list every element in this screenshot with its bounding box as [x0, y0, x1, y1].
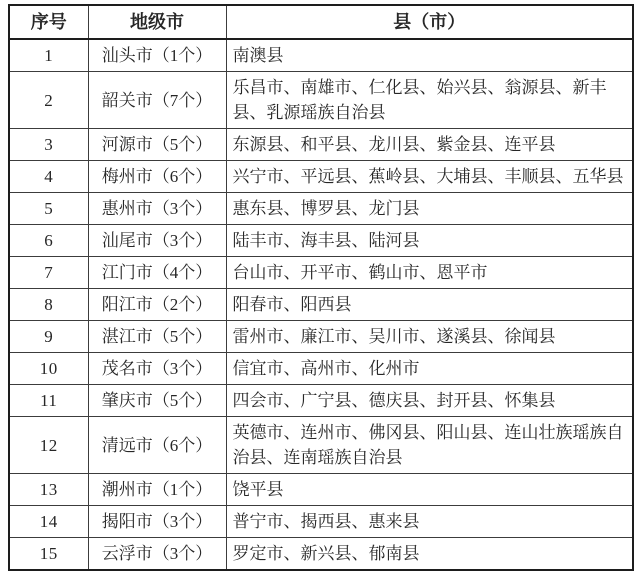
seq-cell: 6: [9, 225, 88, 257]
city-cell: 梅州市（6个）: [88, 161, 226, 193]
city-cell: 河源市（5个）: [88, 129, 226, 161]
seq-cell: 12: [9, 417, 88, 474]
seq-cell: 10: [9, 353, 88, 385]
table-header-row: [9, 5, 633, 39]
city-cell: 韶关市（7个）: [88, 72, 226, 129]
city-cell: 揭阳市（3个）: [88, 506, 226, 538]
city-cell: 清远市（6个）: [88, 417, 226, 474]
city-cell: 云浮市（3个）: [88, 538, 226, 571]
table-row: [9, 385, 633, 417]
seq-cell: 4: [9, 161, 88, 193]
city-cell: 惠州市（3个）: [88, 193, 226, 225]
counties-cell: 信宜市、高州市、化州市: [226, 353, 633, 385]
seq-cell: 8: [9, 289, 88, 321]
table-row: [9, 161, 633, 193]
counties-cell: 饶平县: [226, 474, 633, 506]
table-header: [9, 5, 633, 39]
column-header-counties: 县（市）: [226, 5, 633, 39]
counties-cell: 南澳县: [226, 39, 633, 72]
table-row: [9, 353, 633, 385]
city-cell: 肇庆市（5个）: [88, 385, 226, 417]
city-cell: 汕尾市（3个）: [88, 225, 226, 257]
seq-cell: 1: [9, 39, 88, 72]
table-row: [9, 321, 633, 353]
seq-cell: 11: [9, 385, 88, 417]
city-cell: 阳江市（2个）: [88, 289, 226, 321]
counties-cell: 惠东县、博罗县、龙门县: [226, 193, 633, 225]
seq-cell: 9: [9, 321, 88, 353]
city-cell: 潮州市（1个）: [88, 474, 226, 506]
counties-cell: 阳春市、阳西县: [226, 289, 633, 321]
counties-cell: 雷州市、廉江市、吴川市、遂溪县、徐闻县: [226, 321, 633, 353]
column-header-seq: 序号: [9, 5, 88, 39]
counties-cell: 东源县、和平县、龙川县、紫金县、连平县: [226, 129, 633, 161]
seq-cell: 14: [9, 506, 88, 538]
city-cell: 江门市（4个）: [88, 257, 226, 289]
table-row: [9, 474, 633, 506]
seq-cell: 2: [9, 72, 88, 129]
seq-cell: 13: [9, 474, 88, 506]
table-row: [9, 193, 633, 225]
prefecture-county-table: [8, 4, 634, 571]
table-row: [9, 257, 633, 289]
counties-cell: 英德市、连州市、佛冈县、阳山县、连山壮族瑶族自治县、连南瑶族自治县: [226, 417, 633, 474]
counties-cell: 台山市、开平市、鹤山市、恩平市: [226, 257, 633, 289]
table-row: [9, 417, 633, 474]
city-cell: 湛江市（5个）: [88, 321, 226, 353]
city-cell: 茂名市（3个）: [88, 353, 226, 385]
column-header-city: 地级市: [88, 5, 226, 39]
table-row: [9, 289, 633, 321]
seq-cell: 5: [9, 193, 88, 225]
table-body: [9, 39, 633, 570]
counties-cell: 罗定市、新兴县、郁南县: [226, 538, 633, 571]
seq-cell: 15: [9, 538, 88, 571]
counties-cell: 四会市、广宁县、德庆县、封开县、怀集县: [226, 385, 633, 417]
seq-cell: 7: [9, 257, 88, 289]
table-row: [9, 39, 633, 72]
table-row: [9, 506, 633, 538]
counties-cell: 乐昌市、南雄市、仁化县、始兴县、翁源县、新丰县、乳源瑶族自治县: [226, 72, 633, 129]
counties-cell: 陆丰市、海丰县、陆河县: [226, 225, 633, 257]
table-row: [9, 129, 633, 161]
seq-cell: 3: [9, 129, 88, 161]
table-row: [9, 225, 633, 257]
table-row: [9, 538, 633, 571]
city-cell: 汕头市（1个）: [88, 39, 226, 72]
counties-cell: 普宁市、揭西县、惠来县: [226, 506, 633, 538]
counties-cell: 兴宁市、平远县、蕉岭县、大埔县、丰顺县、五华县: [226, 161, 633, 193]
table-row: [9, 72, 633, 129]
